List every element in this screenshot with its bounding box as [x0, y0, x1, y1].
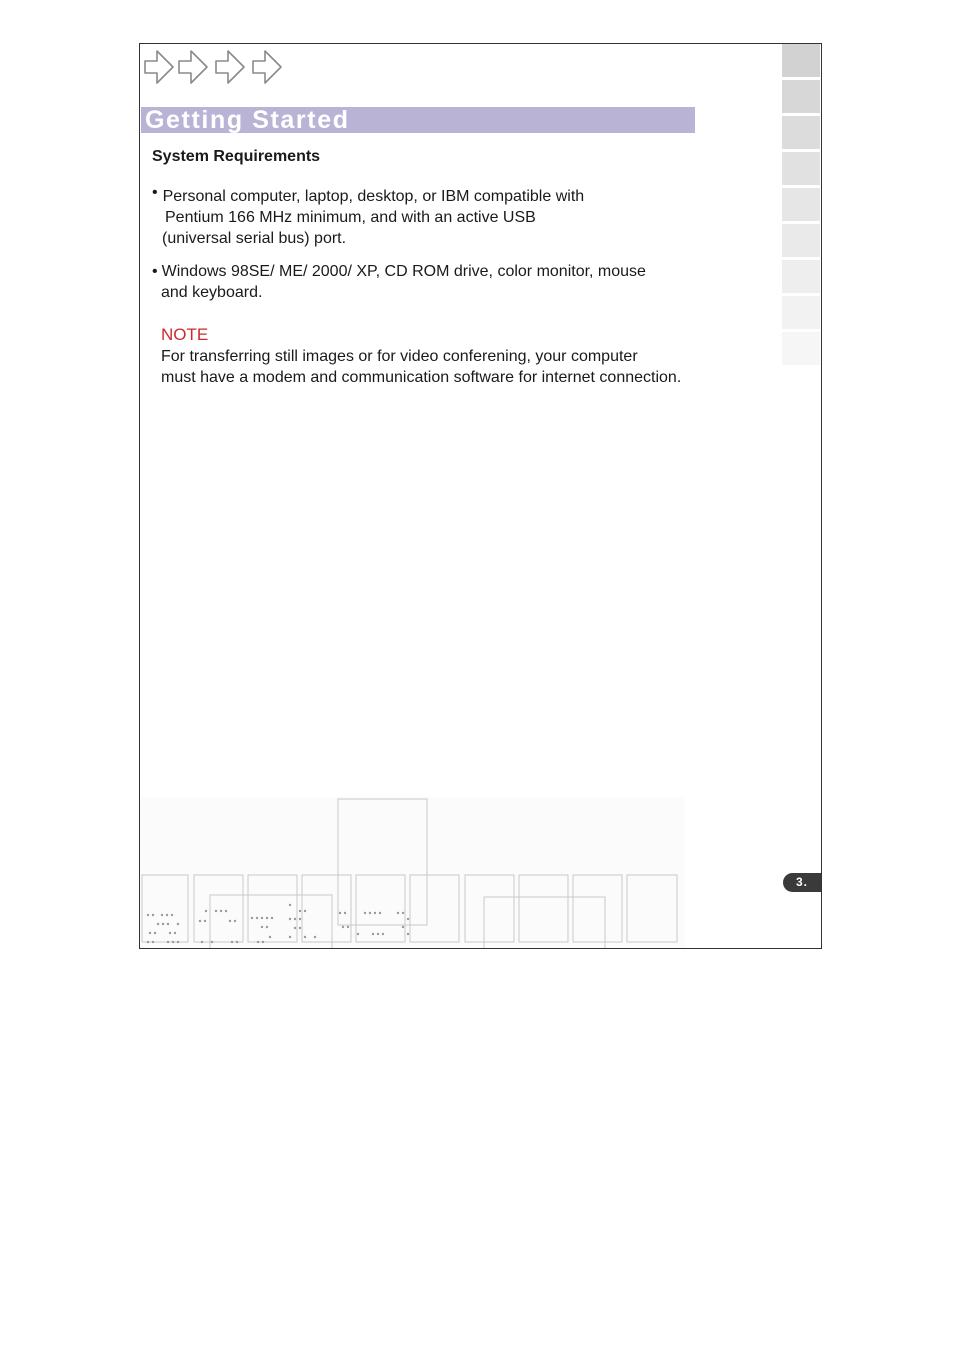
- note-line: must have a modem and communication software for internet connection.: [161, 369, 682, 386]
- side-tab: [782, 224, 820, 257]
- decorative-pattern: [140, 797, 685, 949]
- side-tab: [782, 188, 820, 221]
- arrow-right-icon: [179, 51, 207, 83]
- list-line: • Windows 98SE/ ME/ 2000/ XP, CD ROM drive, color monitor, mouse: [152, 263, 646, 280]
- header-arrows: [143, 47, 293, 87]
- arrow-right-icon: [253, 51, 281, 83]
- note-label: NOTE: [161, 325, 209, 344]
- list-item: [152, 261, 646, 303]
- arrow-right-icon: [216, 51, 244, 83]
- side-tab: [782, 260, 820, 293]
- page-number-badge: 3.: [783, 873, 821, 892]
- side-tab: [782, 332, 820, 365]
- section-heading: System Requirements: [152, 148, 321, 165]
- bullet-icon: •: [152, 263, 158, 280]
- list-line: (universal serial bus) port.: [162, 230, 347, 247]
- bullet-icon: •: [152, 184, 158, 201]
- side-tab: [782, 80, 820, 113]
- list-line: Pentium 166 MHz minimum, and with an active USB: [165, 209, 536, 226]
- arrow-right-icon: [145, 51, 173, 83]
- list-line: • Personal computer, laptop, desktop, or IBM compatible with: [152, 184, 585, 205]
- note-line: For transferring still images or for video conferening, your computer: [161, 348, 638, 365]
- side-tab-strip: [781, 44, 821, 368]
- list-item: [152, 186, 584, 249]
- list-line: and keyboard.: [161, 284, 263, 301]
- title-bar: [141, 107, 695, 133]
- side-tab: [782, 296, 820, 329]
- side-tab: [782, 44, 820, 77]
- page-title: Getting Started: [145, 106, 350, 134]
- note-body: [161, 346, 681, 388]
- side-tab: [782, 116, 820, 149]
- side-tab: [782, 152, 820, 185]
- manual-page: [139, 43, 822, 949]
